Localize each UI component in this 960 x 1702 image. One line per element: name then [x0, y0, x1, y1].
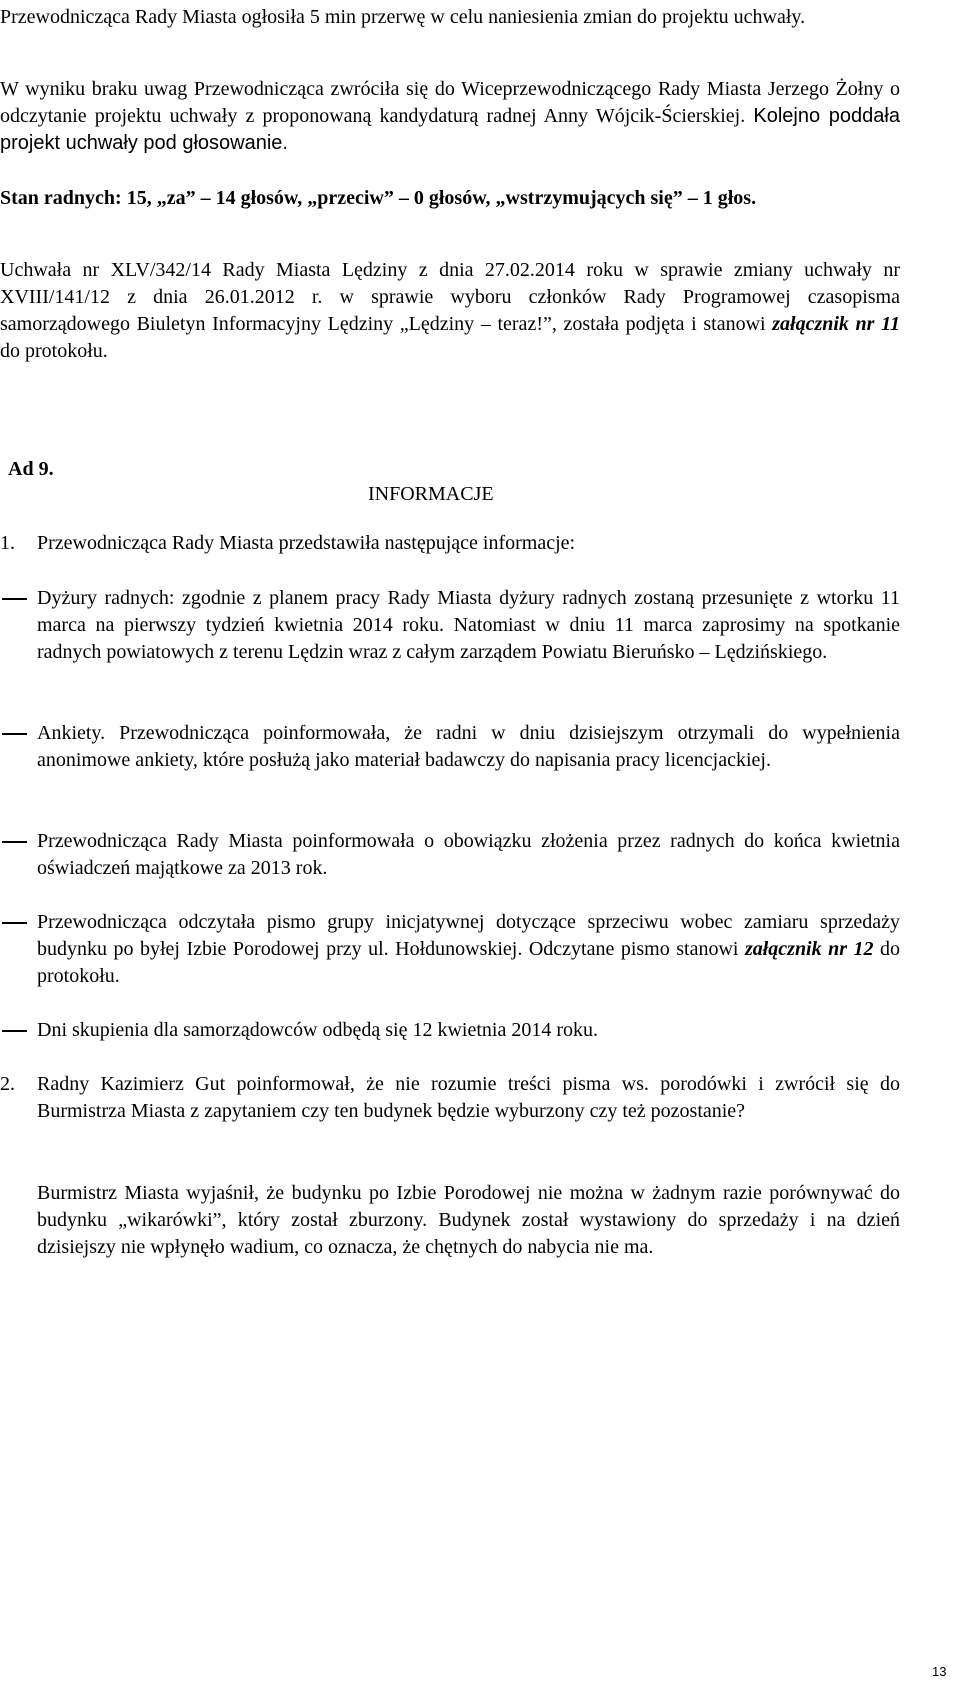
section-heading: INFORMACJE: [368, 483, 494, 505]
bullet-petition: [37, 909, 900, 990]
bullet-4-suffix: do protokołu.: [37, 938, 901, 987]
item-2-number: 2.: [0, 1073, 15, 1095]
section-ad-label: Ad 9.: [8, 458, 54, 480]
mayor-answer: Burmistrz Miasta wyjaśnił, że budynku po Izbie Porodowej nie można w żadnym razie porównywać do budynku „wikarówki”, który został zburzony. Budynek został wystawiony do sprzedaży i na dzień dzisiejszy nie wpłynęło wadium, co oznacza, że chętnych do nabycia nie ma.: [37, 1182, 900, 1258]
item-2-text: Radny Kazimierz Gut poinformował, że nie rozumie treści pisma ws. porodówki i zwrócił się do Burmistrza Miasta z zapytaniem czy ten budynek będzie wyburzony czy też pozostanie?: [37, 1073, 900, 1122]
resolution-suffix: do protokołu.: [0, 340, 108, 362]
attachment-11: załącznik nr 11: [772, 313, 901, 335]
bullet-surveys: [37, 720, 900, 774]
paragraph-draft-reading: [0, 76, 900, 157]
resolution-paragraph: [0, 257, 900, 365]
vote-result-text: Stan radnych: 15, „za” – 14 głosów, „przeciw” – 0 głosów, „wstrzymujących się” – 1 głos.: [0, 187, 757, 209]
paragraph-break-announcement: [0, 4, 900, 31]
bullet-4-text: Przewodnicząca odczytała pismo grupy inicjatywnej dotyczące sprzeciwu wobec zamiaru sprzedaży budynku po byłej Izbie Porodowej przy ul. Hołdunowskiej. Odczytane pismo stanowi: [37, 911, 900, 960]
bullet-2-text: Ankiety. Przewodnicząca poinformowała, że radni w dniu dzisiejszym otrzymali do wypełnienia anonimowe ankiety, które posłużą jako materiał badawczy do napisania pracy licencjackiej.: [37, 722, 900, 771]
vote-call-text: Kolejno poddała projekt uchwały pod głosowanie.: [0, 105, 900, 154]
bullet-1-text: Dyżury radnych: zgodnie z planem pracy Rady Miasta dyżury radnych zostaną przesunięte z wtorku 11 marca na pierwszy tydzień kwietnia 2014 roku. Natomiast w dniu 11 marca zaprosimy na spotkanie radnych powiatowych z terenu Lędzin wraz z całym zarządem Powiatu Bieruńsko – Lędzińskiego.: [37, 587, 900, 663]
bullet-5-text: Dni skupienia dla samorządowców odbędą się 12 kwietnia 2014 roku.: [37, 1019, 598, 1041]
item-1-text: Przewodnicząca Rady Miasta przedstawiła następujące informacje:: [37, 532, 576, 554]
break-text: Przewodnicząca Rady Miasta ogłosiła 5 min przerwę w celu naniesienia zmian do projektu uchwały.: [0, 6, 806, 28]
bullet-3-text: Przewodnicząca Rady Miasta poinformowała o obowiązku złożenia przez radnych do końca kwietnia oświadczeń majątkowe za 2013 rok.: [37, 830, 900, 879]
dash-bullet-icon: [2, 1030, 27, 1032]
dash-bullet-icon: [2, 841, 27, 843]
bullet-retreat-days: [37, 1017, 900, 1044]
bullet-asset-declarations: [37, 828, 900, 882]
resolution-text: Uchwała nr XLV/342/14 Rady Miasta Lędziny z dnia 27.02.2014 roku w sprawie zmiany uchwały nr XVIII/141/12 z dnia 26.01.2012 r. w sprawie wyboru członków Rady Programowej czasopisma samorządowego Biuletyn Informacyjny Lędziny „Lędziny – teraz!”, została podjęta i stanowi: [0, 259, 900, 335]
draft-reading-text: W wyniku braku uwag Przewodnicząca zwróciła się do Wiceprzewodniczącego Rady Miasta Jerzego Żołny o odczytanie projektu uchwały z proponowaną kandydaturą radnej Anny Wójcik-Ścierskiej.: [0, 78, 900, 127]
page-number: 13: [932, 1664, 947, 1679]
attachment-12: załącznik nr 12: [744, 938, 874, 960]
dash-bullet-icon: [2, 733, 27, 735]
bullet-duty-hours: [37, 585, 900, 666]
dash-bullet-icon: [2, 922, 27, 924]
dash-bullet-icon: [2, 598, 27, 600]
item-1-number: 1.: [0, 532, 15, 554]
vote-result: [0, 185, 900, 212]
